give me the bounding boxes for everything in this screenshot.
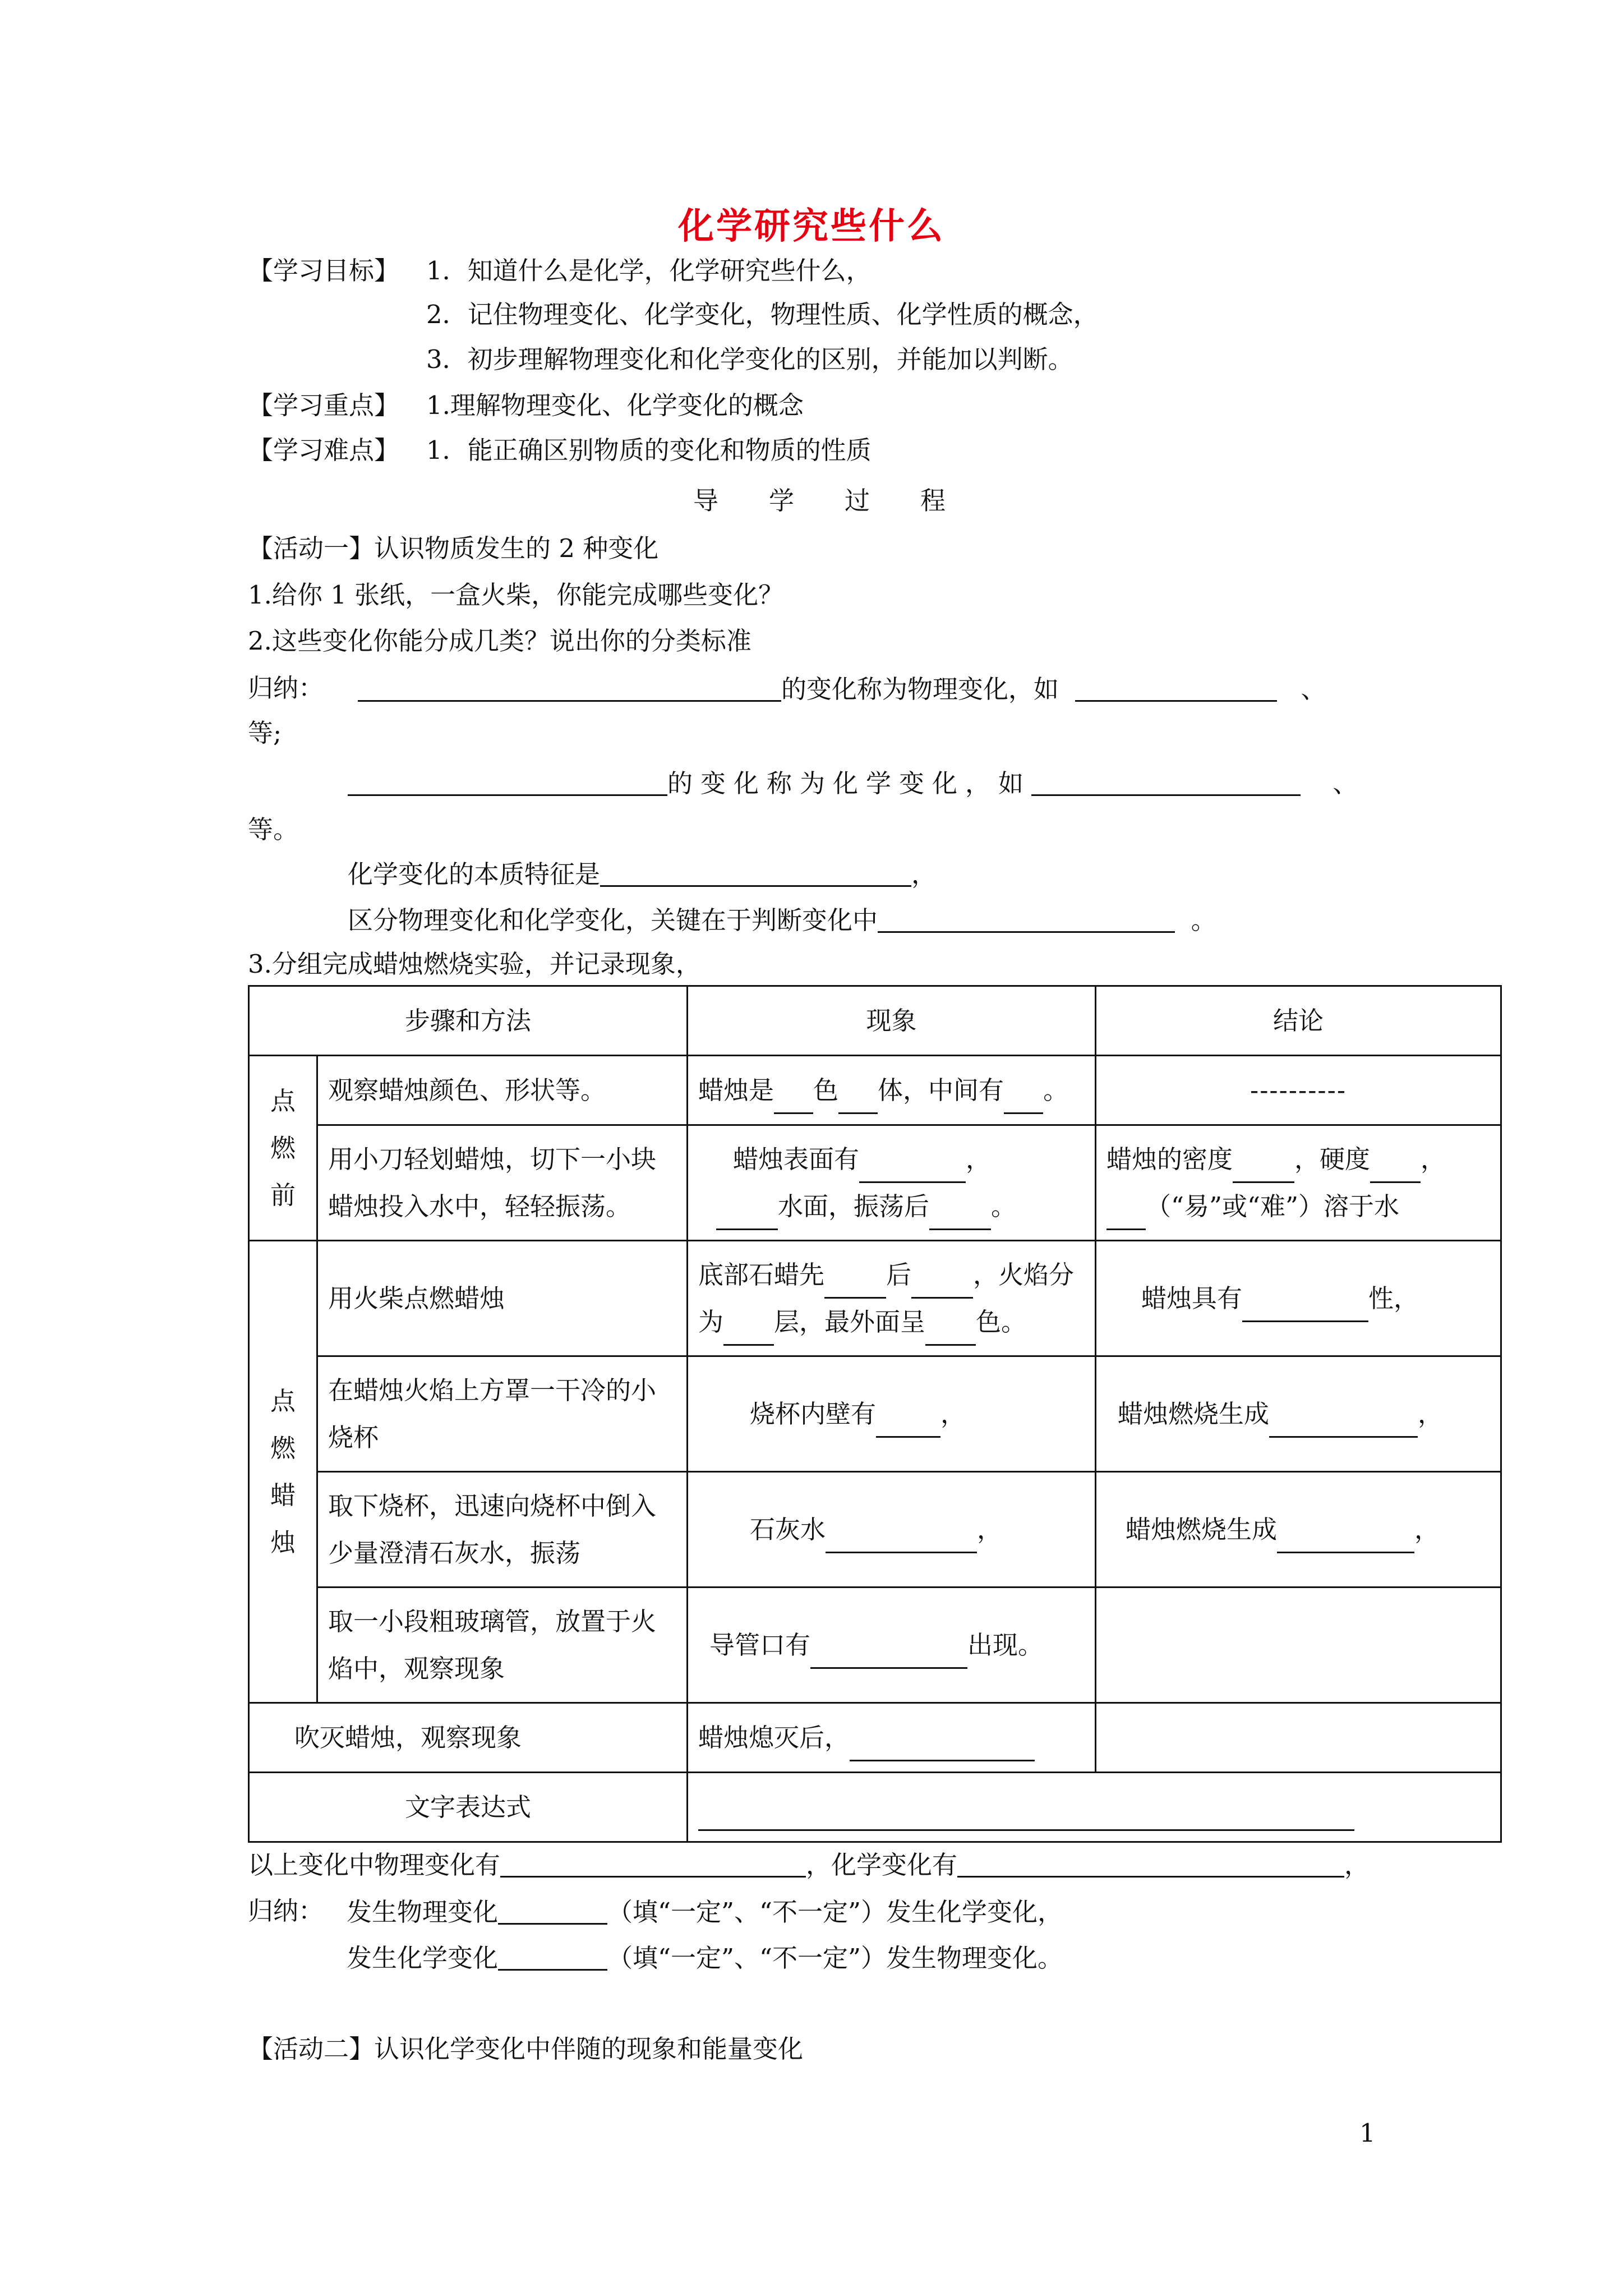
objective-item: 2．记住物理变化、化学变化，物理性质、化学性质的概念， [426, 300, 1099, 329]
phenomenon-cell: 蜡烛表面有 ， 水面，振荡后 。 [688, 1125, 1096, 1241]
period: 。 [1191, 905, 1216, 935]
table-row [249, 1056, 1501, 1125]
header-steps: 步骤和方法 [249, 986, 688, 1056]
question-1: 1.给你 1 张纸，一盒火柴，你能完成哪些变化？ [248, 580, 784, 610]
blank[interactable] [774, 1088, 813, 1114]
table-row [249, 1703, 1501, 1773]
table-row [249, 1472, 1501, 1588]
table-header-row [249, 986, 1501, 1056]
activity1-heading [248, 533, 659, 563]
blank[interactable] [498, 1898, 607, 1925]
blank[interactable] [1075, 675, 1277, 702]
table-row [249, 1356, 1501, 1472]
blank[interactable] [1233, 1157, 1294, 1183]
blank[interactable] [824, 1272, 886, 1299]
process-heading: 导 学 过 程 [693, 486, 946, 516]
phenomenon-cell: 石灰水 ， [688, 1472, 1096, 1588]
blank[interactable] [1106, 1204, 1146, 1230]
activity2-label: 【活动二】 [248, 2034, 375, 2064]
changes-summary-line: 以上变化中物理变化有 ，化学变化有 ， [248, 1850, 1370, 1880]
blank[interactable] [859, 1157, 966, 1183]
table-row [249, 1773, 1501, 1842]
objective-item: 1．知道什么是化学，化学研究些什么， [426, 256, 872, 286]
step-cell: 取下烧杯，迅速向烧杯中倒入少量澄清石灰水，振荡 [317, 1472, 688, 1588]
page-number: 1 [1359, 2118, 1376, 2148]
step-cell: 用小刀轻划蜡烛，切下一小块蜡烛投入水中，轻轻振荡。 [317, 1125, 688, 1241]
activity2-heading [248, 2036, 803, 2062]
header-conclusion: 结论 [1096, 986, 1501, 1056]
word-equation-cell [688, 1773, 1501, 1842]
conclusion-cell: 蜡烛燃烧生成 ， [1096, 1472, 1501, 1588]
phenomenon-cell: 蜡烛熄灭后， [688, 1703, 1096, 1773]
experiment-table [248, 985, 1502, 1843]
blank[interactable] [838, 1088, 878, 1114]
difficulty-label: 【学习难点】 [248, 435, 400, 465]
step-cell: 文字表达式 [249, 1773, 688, 1842]
blank[interactable] [1269, 1411, 1418, 1438]
essence-line [348, 861, 937, 887]
conclusion-cell: 蜡烛的密度 ，硬度 ， （“易”或“难”）溶于水 [1096, 1125, 1501, 1241]
header-phenomenon: 现象 [688, 986, 1096, 1056]
blank[interactable] [1004, 1088, 1043, 1114]
blank[interactable] [850, 1735, 1035, 1761]
conclusion-cell: 蜡烛具有 性， [1096, 1241, 1501, 1356]
comma: 、 [1332, 769, 1358, 798]
distinguish-text: 区分物理变化和化学变化，关键在于判断变化中 [348, 905, 878, 935]
activity2-title: 认识化学变化中伴随的现象和能量变化 [374, 2034, 804, 2064]
summary-label: 归纳： [248, 673, 324, 703]
blank[interactable] [826, 1527, 977, 1553]
conclusion-cell: 蜡烛燃烧生成 ， [1096, 1356, 1501, 1472]
blank[interactable] [500, 1851, 806, 1878]
blank[interactable] [876, 1411, 940, 1438]
blank[interactable] [957, 1851, 1344, 1878]
table-row [249, 1588, 1501, 1703]
blank[interactable] [878, 907, 1175, 933]
step-cell: 观察蜡烛颜色、形状等。 [317, 1056, 688, 1125]
question-3: 3.分组完成蜡烛燃烧实验，并记录现象， [248, 949, 701, 979]
blank[interactable] [498, 1944, 607, 1971]
conclusion-cell [1096, 1588, 1501, 1703]
blank[interactable] [1031, 770, 1301, 796]
phenomenon-cell: 蜡烛是 色 体，中间有 。 [688, 1056, 1096, 1125]
group-burning: 点 燃 蜡 烛 [249, 1241, 317, 1703]
etc-text: 等; [248, 718, 282, 748]
chemical-change-line [348, 770, 1358, 796]
blank[interactable] [716, 1204, 778, 1230]
comma: ， [911, 859, 937, 889]
phenomenon-cell: 烧杯内壁有 ， [688, 1356, 1096, 1472]
activity1-title: 认识物质发生的 2 种变化 [374, 533, 659, 563]
summary-label: 归纳： [248, 1896, 324, 1926]
blank[interactable] [698, 1805, 1354, 1831]
physical-change-text: 的变化称为物理变化，如 [781, 674, 1059, 704]
step-cell: 取一小段粗玻璃管，放置于火焰中，观察现象 [317, 1588, 688, 1703]
comma: 、 [1301, 674, 1326, 704]
key-point-text: 1.理解物理变化、化学变化的概念 [426, 390, 804, 420]
blank[interactable] [600, 861, 911, 887]
step-cell: 用火柴点燃蜡烛 [317, 1241, 688, 1356]
table-row [249, 1125, 1501, 1241]
step-cell: 在蜡烛火焰上方罩一干冷的小烧杯 [317, 1356, 688, 1472]
blank[interactable] [348, 770, 667, 796]
page-title: 化学研究些什么 [678, 205, 945, 247]
etc-text: 等。 [248, 815, 299, 844]
objective-item: 3．初步理解物理变化和化学变化的区别，并能加以判断。 [426, 344, 1073, 374]
question-2: 2.这些变化你能分成几类？说出你的分类标准 [248, 626, 751, 656]
essence-text: 化学变化的本质特征是 [348, 859, 601, 889]
blank[interactable] [723, 1319, 774, 1346]
key-point-label: 【学习重点】 [248, 390, 400, 420]
group-before-lighting: 点 燃 前 [249, 1056, 317, 1241]
blank[interactable] [911, 1272, 973, 1299]
summary-line: 发生化学变化 （填“一定”、“不一定”）发生物理变化。 [347, 1943, 1063, 1973]
distinguish-line [348, 907, 1216, 933]
phenomenon-cell: 导管口有 出现。 [688, 1588, 1096, 1703]
blank[interactable] [810, 1642, 967, 1669]
summary-line: 发生物理变化 （填“一定”、“不一定”）发生化学变化， [347, 1897, 1063, 1927]
phenomenon-cell: 底部石蜡先 后 ，火焰分为 层，最外面呈 色。 [688, 1241, 1096, 1356]
blank[interactable] [925, 1319, 976, 1346]
step-cell: 吹灭蜡烛，观察现象 [249, 1703, 688, 1773]
physical-change-line [358, 675, 1326, 702]
chemical-change-text: 的变化称为化学变化，如 [667, 769, 1032, 798]
activity1-label: 【活动一】 [248, 533, 375, 563]
difficulty-text: 1．能正确区别物质的变化和物质的性质 [426, 435, 872, 465]
blank[interactable] [1242, 1296, 1368, 1322]
table-row [249, 1241, 1501, 1356]
blank[interactable] [1370, 1157, 1421, 1183]
blank[interactable] [1277, 1527, 1414, 1553]
objectives-label: 【学习目标】 [248, 256, 400, 286]
conclusion-cell: ---------- [1096, 1056, 1501, 1125]
conclusion-cell [1096, 1703, 1501, 1773]
blank[interactable] [929, 1204, 991, 1230]
blank[interactable] [358, 675, 781, 702]
